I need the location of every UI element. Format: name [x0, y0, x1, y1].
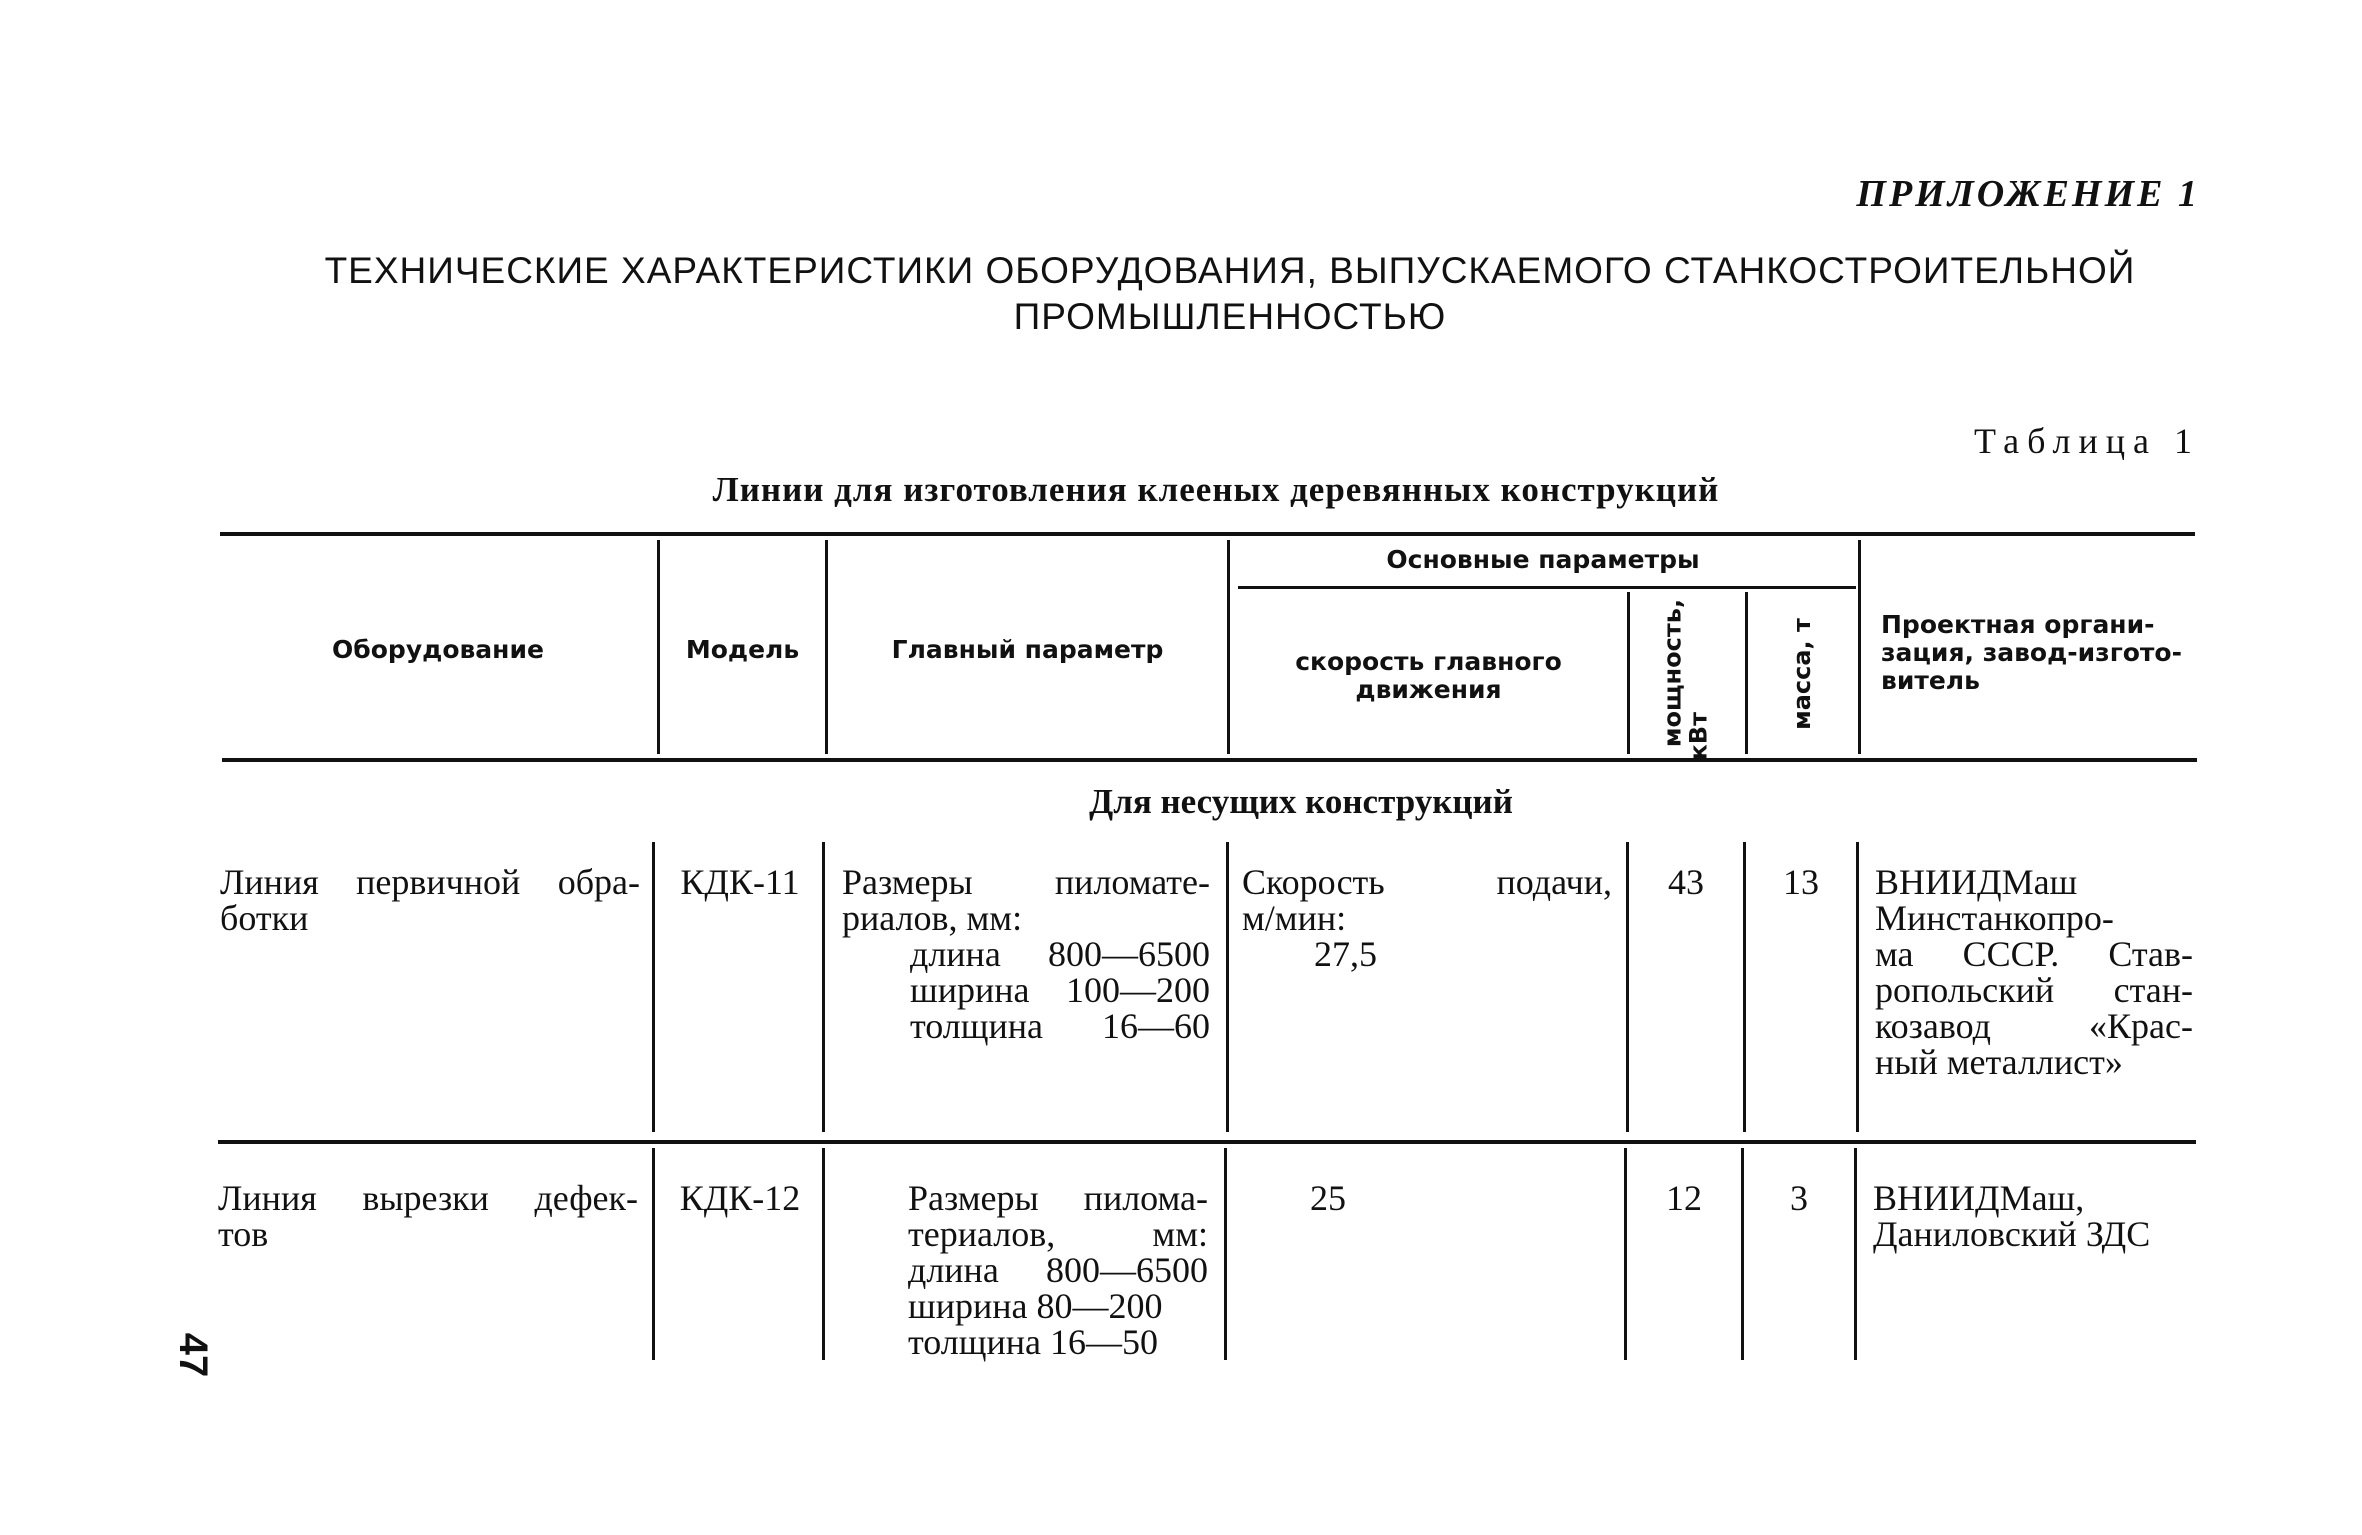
- row2-divider: [822, 1148, 825, 1360]
- table-top-rule: [220, 532, 2195, 536]
- table-row-2-mass: 3: [1790, 1178, 1808, 1218]
- power-header-line: кВт: [1684, 712, 1713, 761]
- row1-divider: [1856, 842, 1859, 1132]
- title-line-1: ТЕХНИЧЕСКИЕ ХАРАКТЕРИСТИКИ ОБОРУДОВАНИЯ, ВЫПУСКАЕМОГО СТАНКОСТРОИТЕЛЬНОЙ: [324, 250, 2136, 291]
- org-header-line: зация, завод-изгото-: [1881, 638, 2182, 667]
- equipment-line: тов: [218, 1214, 269, 1254]
- org-line: козавод «Крас-: [1875, 1006, 2193, 1046]
- col-header-mass: [1748, 592, 1858, 754]
- org-line: Даниловский ЗДС: [1873, 1214, 2151, 1254]
- table-row-1-mass: 13: [1783, 862, 1819, 902]
- col-header-equipment: Оборудование: [332, 635, 544, 664]
- equipment-line: ботки: [220, 898, 309, 938]
- header-bottom-rule: [222, 758, 2197, 762]
- table-row-2-model: КДК-12: [679, 1178, 801, 1218]
- document-title: [200, 248, 2260, 340]
- row2-divider: [1624, 1148, 1627, 1360]
- title-line-2: ПРОМЫШЛЕННОСТЬЮ: [1013, 296, 1447, 337]
- org-line: Минстанкопро-: [1875, 898, 2114, 938]
- org-line: ропольский стан-: [1875, 970, 2193, 1010]
- table-row-2-equipment: [218, 1180, 638, 1252]
- param-value-line: длина 800—6500: [908, 1250, 1208, 1290]
- col-header-speed: [1230, 648, 1627, 704]
- row2-divider: [1224, 1148, 1227, 1360]
- row2-divider: [652, 1148, 655, 1360]
- org-line: ма СССР. Став-: [1875, 934, 2193, 974]
- table-row-1-speed: [1242, 864, 1612, 972]
- table-row-1-model: КДК-11: [680, 862, 800, 902]
- param-value-line: длина 800—6500: [910, 934, 1210, 974]
- table-row-2-speed: 25: [1310, 1178, 1346, 1218]
- row2-divider: [1854, 1148, 1857, 1360]
- table-row-2-organization: [1873, 1180, 2195, 1252]
- org-header-line: Проектная органи-: [1881, 610, 2155, 639]
- org-line: ный металлист»: [1875, 1042, 2123, 1082]
- power-header-line: мощность,: [1658, 598, 1687, 748]
- section-title: Для несущих конструкций: [1089, 782, 1513, 821]
- table-number: Таблица 1: [1974, 421, 2200, 461]
- row1-divider: [1743, 842, 1746, 1132]
- table-caption: Линии для изготовления клееных деревянных конструкций: [712, 470, 1720, 509]
- param-value-line: толщина 16—50: [908, 1322, 1158, 1362]
- speed-header-line: движения: [1355, 675, 1502, 704]
- param-line: Размеры пилома-: [908, 1178, 1208, 1218]
- equipment-line: Линия первичной обра-: [220, 862, 640, 902]
- row2-divider: [1741, 1148, 1744, 1360]
- col-header-organization: [1861, 611, 2201, 695]
- speed-header-line: скорость главного: [1295, 647, 1562, 676]
- param-line: риалов, мм:: [842, 898, 1023, 938]
- table-row-1-equipment: [220, 864, 640, 936]
- page-number: 47: [171, 1332, 215, 1378]
- param-value-line: ширина 100—200: [910, 970, 1210, 1010]
- speed-line: Скорость подачи,: [1242, 862, 1612, 902]
- row1-divider: [1626, 842, 1629, 1132]
- table-row-1-main-param: [842, 864, 1210, 1044]
- row1-divider: [822, 842, 825, 1132]
- col-header-basic-params: Основные параметры: [1386, 545, 1700, 574]
- equipment-line: Линия вырезки дефек-: [218, 1178, 638, 1218]
- appendix-label: ПРИЛОЖЕНИЕ 1: [1856, 173, 2200, 215]
- row-separator-rule: [218, 1140, 2196, 1144]
- param-line: териалов, мм:: [908, 1214, 1208, 1254]
- param-line: Размеры пиломате-: [842, 862, 1210, 902]
- row1-divider: [1226, 842, 1229, 1132]
- col-header-power: [1630, 592, 1745, 761]
- col-header-main-param: Главный параметр: [891, 635, 1164, 664]
- power-header-rotated: [1660, 586, 1716, 761]
- param-value-line: толщина 16—60: [910, 1006, 1210, 1046]
- org-header-line: витель: [1881, 666, 1980, 695]
- speed-line: м/мин:: [1242, 898, 1347, 938]
- org-line: ВНИИДМаш,: [1873, 1178, 2085, 1218]
- mass-header-rotated: масса, т: [1788, 618, 1816, 730]
- row1-divider: [652, 842, 655, 1132]
- table-row-1-power: 43: [1668, 862, 1704, 902]
- param-values: [842, 936, 1210, 1044]
- col-header-model: Модель: [685, 635, 800, 664]
- speed-value: 27,5: [1314, 934, 1377, 974]
- param-value-line: ширина 80—200: [908, 1286, 1163, 1326]
- table-row-1-organization: [1875, 864, 2193, 1080]
- basic-params-rule: [1238, 586, 1856, 589]
- table-row-2-main-param: [908, 1180, 1208, 1360]
- org-line: ВНИИДМаш: [1875, 862, 2078, 902]
- table-row-2-power: 12: [1666, 1178, 1702, 1218]
